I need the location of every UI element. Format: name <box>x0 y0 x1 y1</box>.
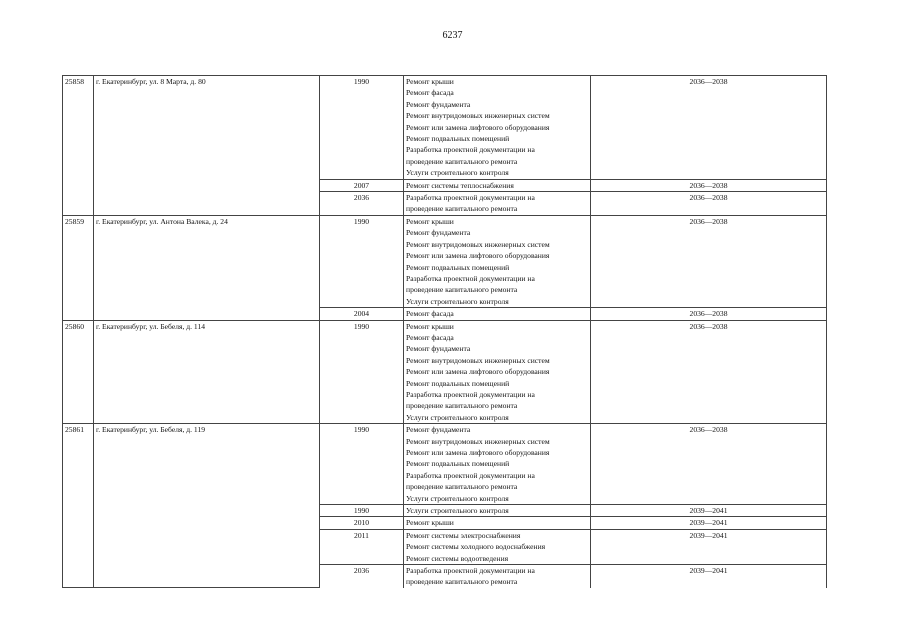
table-row <box>63 215 827 307</box>
repair-work-item: Ремонт фундамента <box>406 99 471 109</box>
repair-work-item: Ремонт системы холодного водоснабжения <box>406 542 546 552</box>
repair-work-item: Ремонт фундамента <box>406 344 471 354</box>
capital-repair-table <box>62 75 827 588</box>
repair-works <box>404 192 591 216</box>
repair-work-item: Услуги строительного контроля <box>406 506 509 516</box>
repair-work-item: Ремонт внутридомовых инженерных систем <box>406 239 550 249</box>
planned-period: 2036—2038 <box>591 76 827 180</box>
commission-year: 2007 <box>320 179 404 191</box>
repair-work-item: проведение капитального ремонта <box>406 156 518 166</box>
commission-year: 2011 <box>320 529 404 564</box>
repair-work-item: Ремонт внутридомовых инженерных систем <box>406 111 550 121</box>
repair-work-item: Ремонт фасада <box>406 332 454 342</box>
planned-period: 2039—2041 <box>591 565 827 588</box>
repair-works <box>404 308 591 320</box>
repair-work-item: Ремонт крыши <box>406 518 454 528</box>
repair-work-item: Разработка проектной документации на <box>406 389 535 399</box>
repair-work-item: Ремонт системы электроснабжения <box>406 530 521 540</box>
repair-works <box>404 320 591 424</box>
repair-works <box>404 529 591 564</box>
repair-work-item: Разработка проектной документации на <box>406 470 535 480</box>
planned-period: 2036—2038 <box>591 215 827 307</box>
planned-period: 2036—2038 <box>591 192 827 216</box>
repair-work-item: Ремонт внутридомовых инженерных систем <box>406 436 550 446</box>
repair-works <box>404 517 591 529</box>
planned-period: 2039—2041 <box>591 505 827 517</box>
table-row <box>63 76 827 180</box>
repair-work-item: Разработка проектной документации на <box>406 193 535 203</box>
commission-year: 1990 <box>320 76 404 180</box>
table-row <box>63 424 827 505</box>
repair-work-item: Услуги строительного контроля <box>406 412 509 422</box>
repair-works <box>404 179 591 191</box>
table-body <box>63 76 827 588</box>
repair-works <box>404 505 591 517</box>
repair-work-item: Ремонт системы водоотведения <box>406 553 509 563</box>
planned-period: 2036—2038 <box>591 308 827 320</box>
repair-works <box>404 424 591 505</box>
record-number: 25859 <box>63 215 94 320</box>
repair-work-item: Разработка проектной документации на <box>406 566 535 576</box>
commission-year: 1990 <box>320 215 404 307</box>
repair-work-item: Ремонт подвальных помещений <box>406 134 510 144</box>
repair-work-item: Ремонт фасада <box>406 88 454 98</box>
repair-work-item: Ремонт системы теплоснабжения <box>406 180 514 190</box>
record-address: г. Екатеринбург, ул. Бебеля, д. 119 <box>94 424 320 588</box>
repair-work-item: Услуги строительного контроля <box>406 296 509 306</box>
planned-period: 2036—2038 <box>591 179 827 191</box>
repair-work-item: Ремонт или замена лифтового оборудования <box>406 122 550 132</box>
repair-work-item: Ремонт или замена лифтового оборудования <box>406 251 550 261</box>
planned-period: 2039—2041 <box>591 517 827 529</box>
table-row <box>63 320 827 424</box>
commission-year: 2036 <box>320 565 404 588</box>
repair-work-item: Разработка проектной документации на <box>406 273 535 283</box>
repair-work-item: Ремонт подвальных помещений <box>406 262 510 272</box>
repair-work-item: проведение капитального ремонта <box>406 285 518 295</box>
record-number: 25861 <box>63 424 94 588</box>
repair-work-item: проведение капитального ремонта <box>406 577 518 587</box>
record-address: г. Екатеринбург, ул. 8 Марта, д. 80 <box>94 76 320 216</box>
record-number: 25860 <box>63 320 94 424</box>
record-address: г. Екатеринбург, ул. Бебеля, д. 114 <box>94 320 320 424</box>
repair-works <box>404 565 591 588</box>
repair-work-item: Ремонт крыши <box>406 77 454 86</box>
planned-period: 2036—2038 <box>591 320 827 424</box>
repair-work-item: Ремонт или замена лифтового оборудования <box>406 367 550 377</box>
commission-year: 2036 <box>320 192 404 216</box>
repair-works <box>404 76 591 180</box>
commission-year: 1990 <box>320 424 404 505</box>
repair-work-item: Ремонт фасада <box>406 309 454 319</box>
repair-work-item: Ремонт подвальных помещений <box>406 378 510 388</box>
planned-period: 2039—2041 <box>591 529 827 564</box>
page-number: 6237 <box>442 30 463 41</box>
record-address: г. Екатеринбург, ул. Антона Валека, д. 24 <box>94 215 320 320</box>
commission-year: 2004 <box>320 308 404 320</box>
repair-work-item: Ремонт подвальных помещений <box>406 459 510 469</box>
repair-work-item: проведение капитального ремонта <box>406 401 518 411</box>
repair-work-item: Ремонт или замена лифтового оборудования <box>406 448 550 457</box>
repair-work-item: Ремонт крыши <box>406 216 454 226</box>
commission-year: 1990 <box>320 505 404 517</box>
commission-year: 1990 <box>320 320 404 424</box>
commission-year: 2010 <box>320 517 404 529</box>
repair-work-item: проведение капитального ремонта <box>406 204 518 214</box>
repair-work-item: Ремонт фундамента <box>406 425 471 435</box>
repair-work-item: проведение капитального ремонта <box>406 482 518 492</box>
repair-work-item: Ремонт внутридомовых инженерных систем <box>406 355 550 365</box>
planned-period: 2036—2038 <box>591 424 827 505</box>
repair-work-item: Услуги строительного контроля <box>406 493 509 503</box>
record-number: 25858 <box>63 76 94 216</box>
repair-work-item: Ремонт фундамента <box>406 228 471 238</box>
repair-work-item: Ремонт крыши <box>406 321 454 331</box>
repair-works <box>404 215 591 307</box>
repair-work-item: Услуги строительного контроля <box>406 168 509 178</box>
repair-work-item: Разработка проектной документации на <box>406 145 535 155</box>
